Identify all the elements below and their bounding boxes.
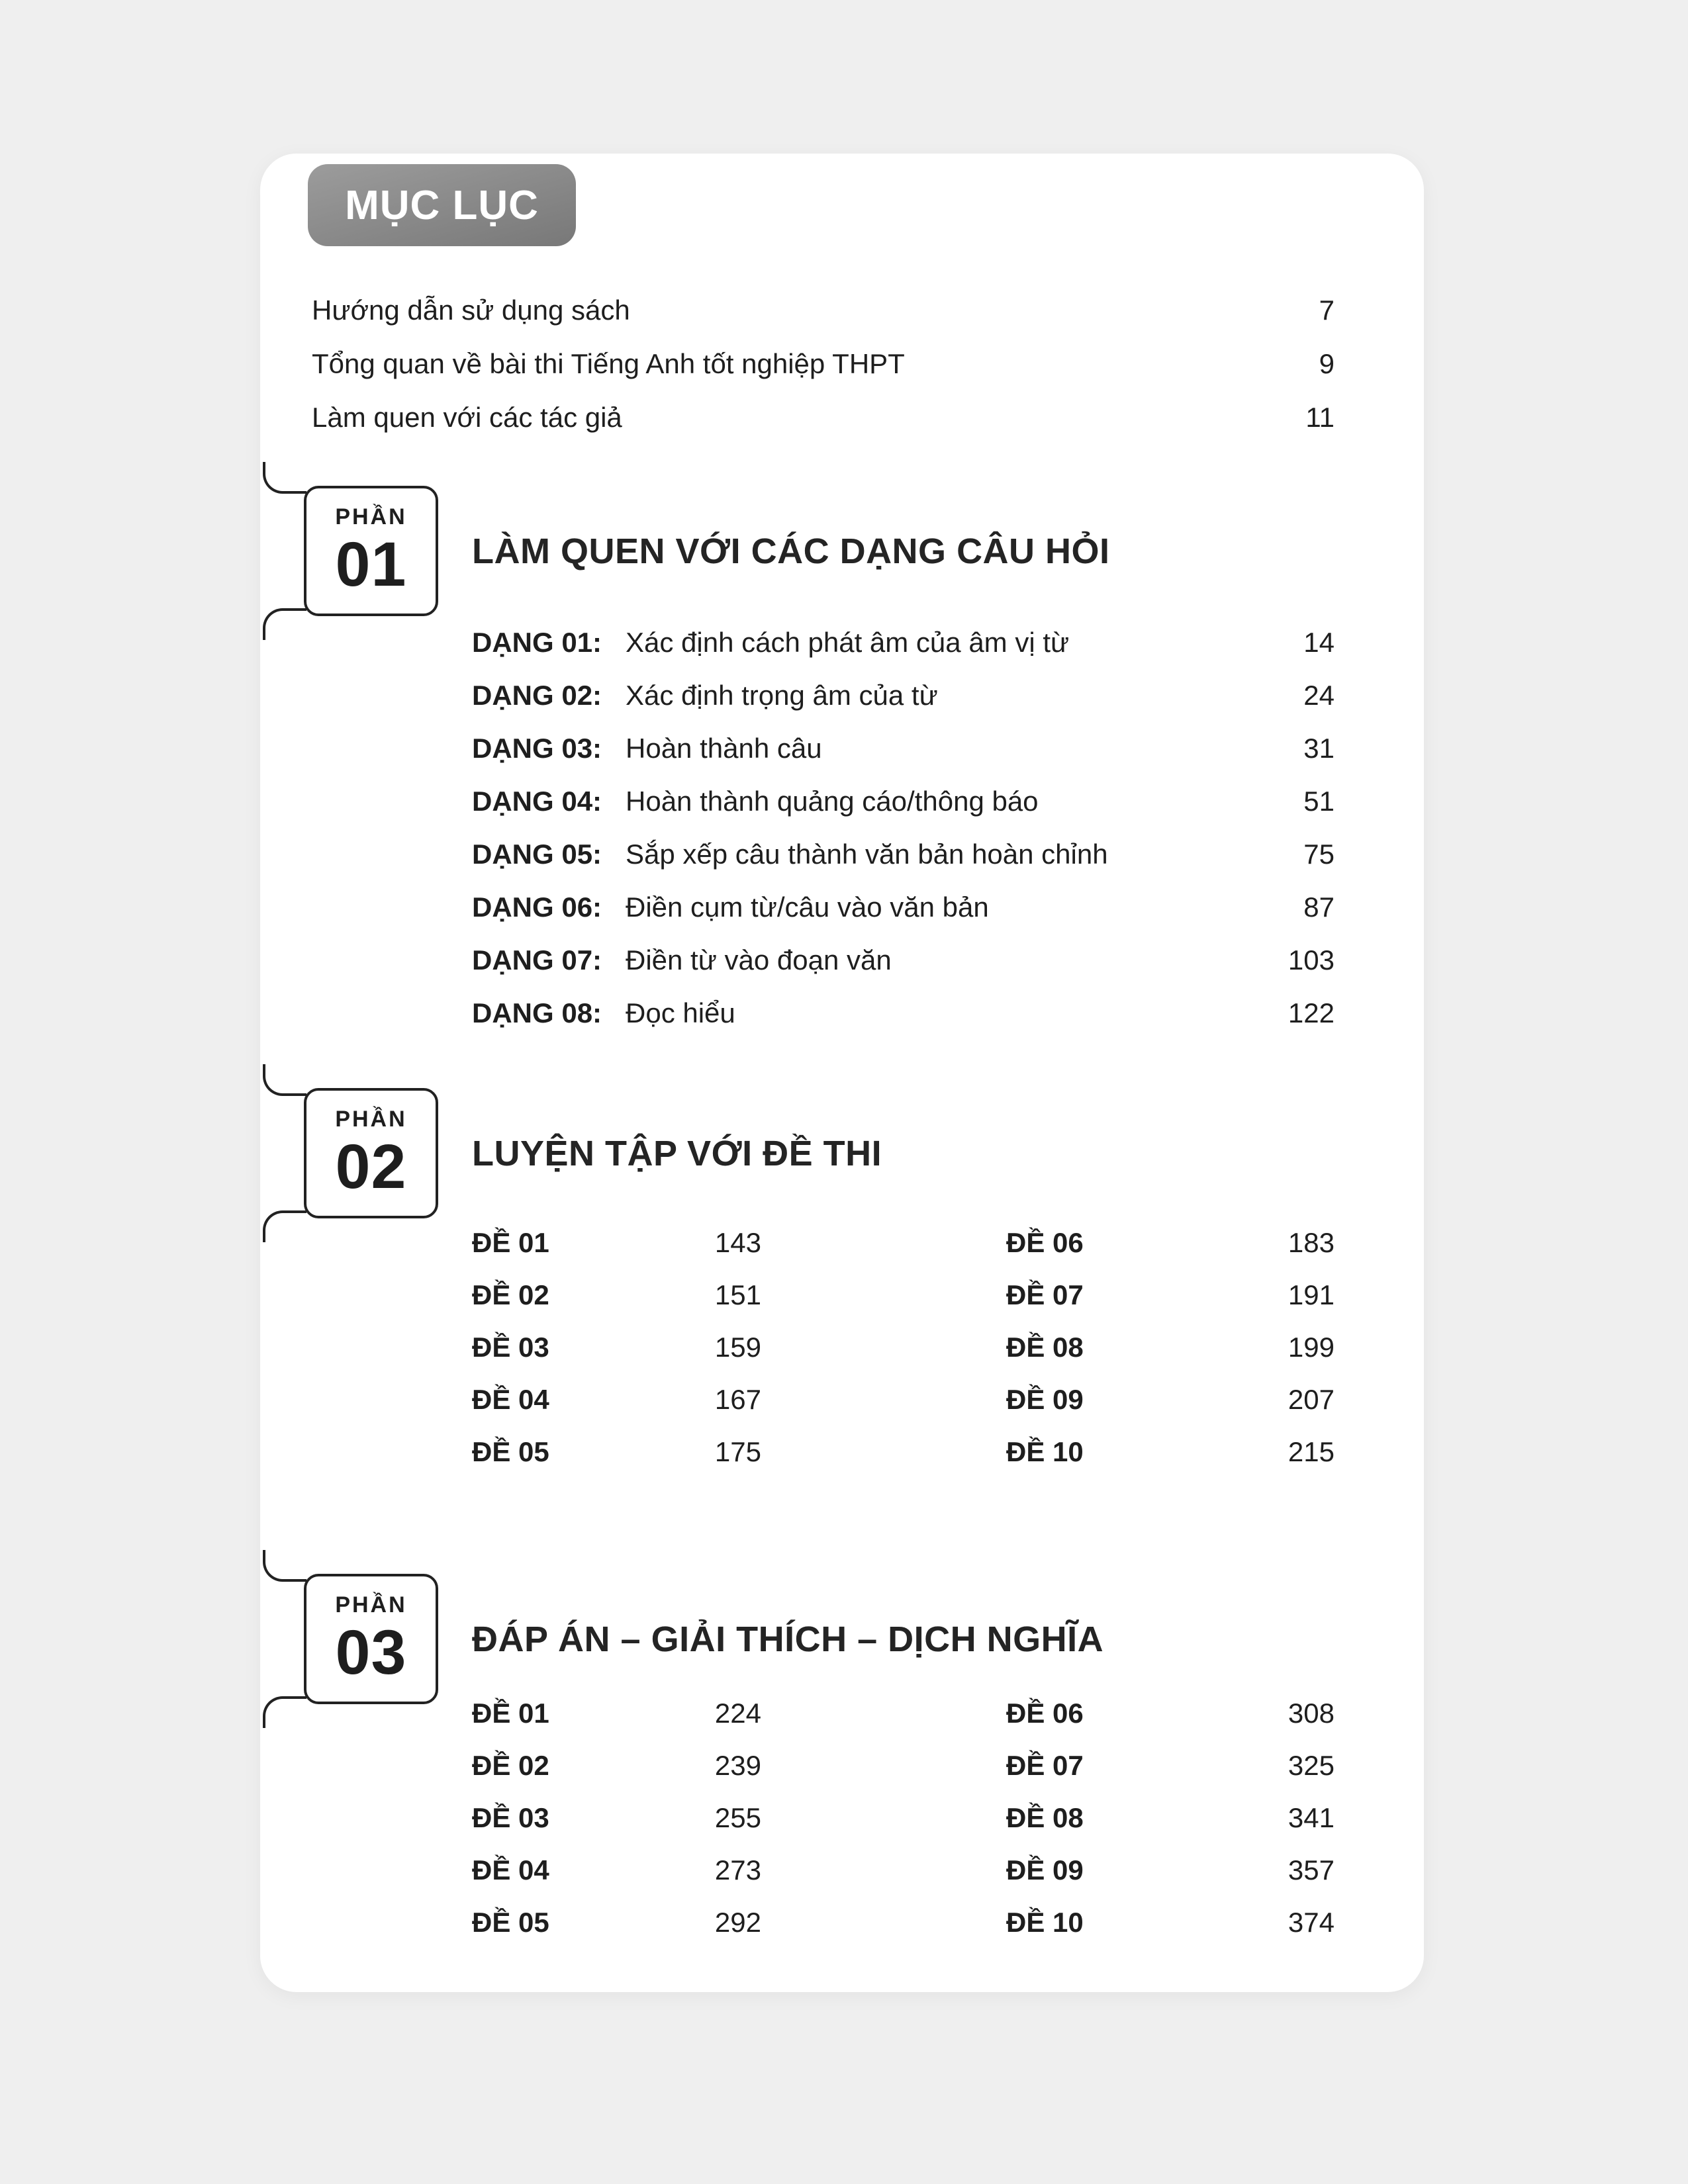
part-badge-03: [304, 1574, 438, 1704]
page-number: 122: [1288, 997, 1335, 1028]
dang-label: DẠNG 02:: [472, 680, 602, 711]
de-row: [472, 1739, 761, 1792]
de-row: [472, 1844, 761, 1896]
page-number: 224: [714, 1698, 761, 1729]
part-badge-01: [304, 486, 438, 616]
de-row: [1006, 1373, 1335, 1426]
de-label: ĐỀ 06: [1006, 1698, 1084, 1729]
de-label: ĐỀ 01: [472, 1698, 549, 1729]
de-column-right: [1006, 1687, 1335, 1948]
page-number: 143: [714, 1227, 761, 1258]
page-number: 374: [1288, 1907, 1335, 1938]
section-title-01: LÀM QUEN VỚI CÁC DẠNG CÂU HỎI: [472, 531, 1110, 571]
dang-row: [472, 722, 1335, 775]
dang-desc: Hoàn thành quảng cáo/thông báo: [626, 786, 1039, 817]
de-label: ĐỀ 03: [472, 1802, 549, 1833]
toc-entry-page: 11: [1305, 402, 1335, 433]
de-label: ĐỀ 04: [472, 1854, 549, 1886]
toc-entry-label: Hướng dẫn sử dụng sách: [312, 295, 630, 326]
page-number: 51: [1303, 786, 1335, 817]
toc-entry-page: 9: [1319, 348, 1335, 379]
page-number: 175: [714, 1436, 761, 1467]
page-number: 14: [1303, 627, 1335, 658]
toc-card: [260, 154, 1424, 1992]
page-number: 308: [1288, 1698, 1335, 1729]
de-row: [1006, 1792, 1335, 1844]
part-word: PHẦN: [335, 1592, 407, 1617]
dang-desc: Đọc hiểu: [626, 997, 735, 1028]
dang-label: DẠNG 07:: [472, 944, 602, 976]
dang-row: [472, 775, 1335, 828]
de-row: [472, 1216, 761, 1269]
page-number: 159: [714, 1332, 761, 1363]
de-row: [1006, 1844, 1335, 1896]
dang-desc: Xác định trọng âm của từ: [626, 680, 938, 711]
de-row: [1006, 1687, 1335, 1739]
de-row: [472, 1321, 761, 1373]
de-row: [472, 1269, 761, 1321]
de-column-right: [1006, 1216, 1335, 1478]
page-number: 167: [714, 1384, 761, 1415]
de-label: ĐỀ 05: [472, 1907, 549, 1938]
toc-row: [312, 283, 1335, 337]
dang-label: DẠNG 06:: [472, 891, 602, 923]
de-table-answers: [472, 1687, 1335, 1948]
de-column-left: [472, 1216, 761, 1478]
dang-row: [472, 616, 1335, 669]
section-title-03: ĐÁP ÁN – GIẢI THÍCH – DỊCH NGHĨA: [472, 1619, 1104, 1659]
intro-list: [312, 283, 1335, 444]
toc-entry-page: 7: [1319, 295, 1335, 326]
de-label: ĐỀ 09: [1006, 1384, 1084, 1415]
toc-row: [312, 390, 1335, 444]
dang-desc: Sắp xếp câu thành văn bản hoàn chỉnh: [626, 839, 1108, 870]
de-label: ĐỀ 03: [472, 1332, 549, 1363]
de-row: [472, 1792, 761, 1844]
page-number: 31: [1303, 733, 1335, 764]
de-row: [472, 1687, 761, 1739]
de-label: ĐỀ 02: [472, 1750, 549, 1781]
dang-desc: Xác định cách phát âm của âm vị từ: [626, 627, 1070, 658]
page-number: 292: [714, 1907, 761, 1938]
page-number: 103: [1288, 944, 1335, 976]
de-row: [1006, 1426, 1335, 1478]
page-number: 24: [1303, 680, 1335, 711]
de-label: ĐỀ 02: [472, 1279, 549, 1310]
de-column-left: [472, 1687, 761, 1948]
de-row: [472, 1373, 761, 1426]
de-label: ĐỀ 04: [472, 1384, 549, 1415]
dang-row: [472, 828, 1335, 881]
dang-desc: Hoàn thành câu: [626, 733, 822, 764]
de-table-practice: [472, 1216, 1335, 1478]
de-label: ĐỀ 08: [1006, 1332, 1084, 1363]
de-row: [1006, 1216, 1335, 1269]
part-word: PHẦN: [335, 1107, 407, 1132]
de-row: [1006, 1269, 1335, 1321]
toc-entry-label: Làm quen với các tác giả: [312, 402, 622, 433]
page-number: 207: [1288, 1384, 1335, 1415]
page-number: 75: [1303, 839, 1335, 870]
page-number: 357: [1288, 1854, 1335, 1886]
dang-list: [472, 616, 1335, 1040]
toc-entry-label: Tổng quan về bài thi Tiếng Anh tốt nghiệp THPT: [312, 348, 905, 379]
de-label: ĐỀ 08: [1006, 1802, 1084, 1833]
dang-desc: Điền cụm từ/câu vào văn bản: [626, 891, 989, 923]
section-title-02: LUYỆN TẬP VỚI ĐỀ THI: [472, 1133, 882, 1173]
page-number: 87: [1303, 891, 1335, 923]
page-number: 255: [714, 1802, 761, 1833]
de-label: ĐỀ 06: [1006, 1227, 1084, 1258]
page-number: 239: [714, 1750, 761, 1781]
de-row: [1006, 1896, 1335, 1948]
dang-row: [472, 987, 1335, 1040]
dang-label: DẠNG 03:: [472, 733, 602, 764]
de-label: ĐỀ 01: [472, 1227, 549, 1258]
de-row: [1006, 1321, 1335, 1373]
part-number: 02: [335, 1132, 407, 1202]
de-label: ĐỀ 10: [1006, 1436, 1084, 1467]
de-row: [1006, 1739, 1335, 1792]
page-number: 199: [1288, 1332, 1335, 1363]
dang-row: [472, 881, 1335, 934]
dang-label: DẠNG 05:: [472, 839, 602, 870]
toc-row: [312, 337, 1335, 390]
page-number: 151: [714, 1279, 761, 1310]
part-word: PHẦN: [335, 504, 407, 529]
page-number: 215: [1288, 1436, 1335, 1467]
dang-row: [472, 934, 1335, 987]
toc-title: MỤC LỤC: [345, 182, 539, 228]
page-number: 325: [1288, 1750, 1335, 1781]
part-number: 03: [335, 1617, 407, 1688]
de-row: [472, 1896, 761, 1948]
part-number: 01: [335, 529, 407, 600]
toc-header-tab: [308, 164, 576, 246]
de-label: ĐỀ 05: [472, 1436, 549, 1467]
page-number: 341: [1288, 1802, 1335, 1833]
page-number: 183: [1288, 1227, 1335, 1258]
de-label: ĐỀ 07: [1006, 1750, 1084, 1781]
dang-label: DẠNG 04:: [472, 786, 602, 817]
dang-label: DẠNG 08:: [472, 997, 602, 1028]
dang-label: DẠNG 01:: [472, 627, 602, 658]
de-label: ĐỀ 09: [1006, 1854, 1084, 1886]
page-number: 191: [1288, 1279, 1335, 1310]
page-number: 273: [714, 1854, 761, 1886]
de-row: [472, 1426, 761, 1478]
part-badge-02: [304, 1088, 438, 1218]
de-label: ĐỀ 07: [1006, 1279, 1084, 1310]
dang-desc: Điền từ vào đoạn văn: [626, 944, 892, 976]
de-label: ĐỀ 10: [1006, 1907, 1084, 1938]
dang-row: [472, 669, 1335, 722]
